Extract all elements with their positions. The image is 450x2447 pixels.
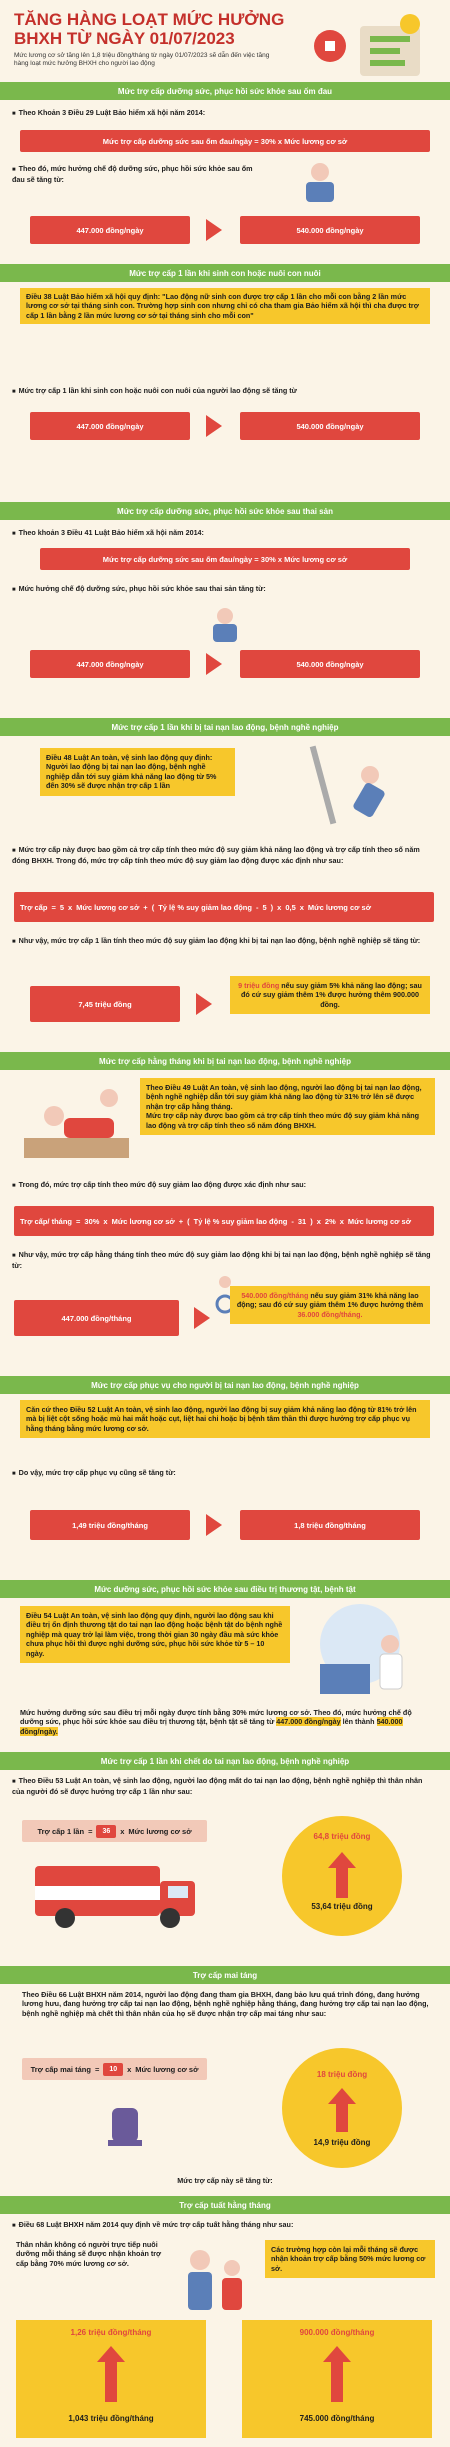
formula-thai-san: Mức trợ cấp dưỡng sức sau ốm đau/ngày = 30% x Mức lương cơ sở (40, 548, 410, 570)
new-value-phuc-vu: 1,8 triệu đồng/tháng (240, 1510, 420, 1540)
old-value-om-dau: 447.000 đồng/ngày (30, 216, 190, 244)
formula-tnld-thang: Trợ cấp/ tháng = 30% x Mức lương cơ sở + ( Tỷ lệ % suy giảm lao động - 31 ) x 2% x Mức lương cơ sở (14, 1206, 434, 1236)
new-value-sinh-con: 540.000 đồng/ngày (240, 412, 420, 440)
law-dieu-tri: Điều 54 Luật An toàn, vệ sinh lao động quy định, người lao động sau khi điều trị ổn định thương tật do tai nạn lao động hoặc bệnh tật do bệnh nghề nghiệp mà quay trở lại làm việc, trong thời gian 30 ngày đầu mà sức khỏe chưa phục hồi thì được nghỉ dưỡng sức, phục hồi sức khỏe từ 5 – 10 ngày. (20, 1606, 290, 1663)
law-sinh-con: Điều 38 Luật Bảo hiểm xã hội quy định: "Lao động nữ sinh con được trợ cấp 1 lần cho mỗi con bằng 2 lần mức lương cơ sở tại tháng sinh con. Trường hợp sinh con nhưng chỉ có cha tham gia Bảo hiểm xã hội thì cha được trợ cấp 1 lần bằng 2 lần mức lương cơ sở tại tháng sinh cho mỗi con" (20, 288, 430, 324)
up-arrow-stem (105, 2362, 117, 2402)
section-band-tuat: Trợ cấp tuất hằng tháng (0, 2196, 450, 2214)
ambulance-icon (30, 1856, 200, 1931)
new-value-tnld-1-lan: 9 triệu đồng nếu suy giảm 5% khả năng lao động; sau đó cứ suy giảm thêm 1% được hưởng thêm 900.000 đồng. (230, 976, 430, 1014)
new-value-tnld-thang: 540.000 đồng/tháng nếu suy giảm 31% khả năng lao động; sau đó cứ suy giảm thêm 1% được hưởng thêm 36.000 đồng/tháng. (230, 1286, 430, 1324)
section-band-phuc-vu: Mức trợ cấp phục vụ cho người bị tai nạn lao động, bệnh nghề nghiệp (0, 1376, 450, 1394)
note2-tnld-1-lan: ■ Như vậy, mức trợ cấp 1 lần tính theo mức độ suy giảm lao động khi bị tai nạn lao động, bệnh nghề nghiệp sẽ tăng từ: (12, 936, 432, 947)
new-value-chet: 64,8 triệu đồng (313, 1832, 371, 1841)
up-arrow-stem (336, 1868, 348, 1898)
fall-accident-icon (300, 735, 410, 830)
section-band-dieu-tri: Mức dưỡng sức, phục hồi sức khỏe sau điều trị thương tật, bệnh tật (0, 1580, 450, 1598)
note-dieu-tri: Mức hưởng dưỡng sức sau điều trị mỗi ngày được tính bằng 30% mức lương cơ sở. Theo đó, mức hưởng chế độ dưỡng sức, phục hồi sức khỏe sau điều trị thương tật, bệnh tật sẽ tăng từ 447.000 đồng/ngày lên thành 540.000 đồng/ngày. (20, 1708, 412, 1736)
up-arrow-icon (328, 1852, 356, 1868)
law-tnld-1-lan: Điều 48 Luật An toàn, vệ sinh lao động quy định: Người lao động bị tai nạn lao động, bệnh nghề nghiệp dẫn tới suy giảm khả năng lao động từ 5% đến 30% sẽ được nhận trợ cấp 1 lần (40, 748, 235, 796)
up-arrow-stem (331, 2362, 343, 2402)
up-arrow-icon (328, 2088, 356, 2104)
sick-person-icon (290, 158, 350, 203)
old-value-tnld-1-lan: 7,45 triệu đồng (30, 986, 180, 1022)
section-band-mai-tang: Trợ cấp mai táng (0, 1966, 450, 1984)
new-value-om-dau: 540.000 đồng/ngày (240, 216, 420, 244)
up-arrow-stem (336, 2104, 348, 2132)
section-band-chet: Mức trợ cấp 1 lần khi chết do tai nạn lao động, bệnh nghề nghiệp (0, 1752, 450, 1770)
law-mai-tang: Theo Điều 66 Luật BHXH năm 2014, người lao động đang tham gia BHXH, đang bảo lưu quá trình đóng, đang hưởng lương hưu, đang hưởng trợ cấp tai nạn lao động, bệnh nghề nghiệp hằng tháng, đang hưởng trợ cấp tai nạn lao động, bệnh nghề nghiệp mà chết thì thân nhân của họ sẽ được nhận trợ cấp mai táng như sau: (22, 1990, 429, 2018)
tuat-right-new: 900.000 đồng/tháng (299, 2328, 375, 2337)
old-value-thai-san: 447.000 đồng/ngày (30, 650, 190, 678)
note-thai-san: ■ Mức hưởng chế độ dưỡng sức, phục hồi sức khỏe sau thai sản tăng từ: (12, 584, 432, 595)
formula-chet: Trợ cấp 1 lần = 36 x Mức lương cơ sở (22, 1820, 207, 1842)
up-arrow-icon (323, 2346, 351, 2362)
note-sinh-con: ■ Mức trợ cấp 1 lần khi sinh con hoặc nuôi con nuôi của người lao động sẽ tăng từ (12, 386, 432, 397)
section-band-sinh-con: Mức trợ cấp 1 lần khi sinh con hoặc nuôi con nuôi (0, 264, 450, 282)
note-tnld-1-lan: ■ Mức trợ cấp này được bao gồm cả trợ cấp tính theo mức độ suy giảm khả năng lao động và trợ cấp tính theo số năm đóng BHXH. Trong đó, mức trợ cấp tính theo mức độ suy giảm lao động được xác định như sau: (12, 845, 432, 866)
intro-text: Mức lương cơ sở tăng lên 1,8 triệu đồng/tháng từ ngày 01/07/2023 sẽ dẫn đến việc tăng hàng loạt mức hưởng BHXH cho người lao động (14, 52, 270, 67)
law-chet: ■ Theo Điều 53 Luật An toàn, vệ sinh lao động, người lao động mất do tai nạn lao động, bệnh nghề nghiệp thì thân nhân của người đó sẽ được hưởng trợ cấp 1 lần như sau: (12, 1776, 432, 1797)
note2-tnld-thang: ■ Như vậy, mức trợ cấp hằng tháng tính theo mức độ suy giảm lao động khi bị tai nạn lao động, bệnh nghề nghiệp sẽ tăng từ: (12, 1250, 432, 1271)
arrow-right-icon (194, 1307, 210, 1329)
formula-mai-tang: Trợ cấp mai táng = 10 x Mức lương cơ sở (22, 2058, 207, 2080)
formula-tnld-1-lan: Trợ cấp = 5 x Mức lương cơ sở + ( Tỷ lệ % suy giảm lao động - 5 ) x 0,5 x Mức lương cơ sở (14, 892, 434, 922)
law-thai-san: ■ Theo khoản 3 Điều 41 Luật Bảo hiểm xã hội năm 2014: (12, 528, 432, 539)
old-value-tnld-thang: 447.000 đồng/tháng (14, 1300, 179, 1336)
old-value-phuc-vu: 1,49 triệu đồng/tháng (30, 1510, 190, 1540)
tuat-right-old: 745.000 đồng/tháng (299, 2414, 375, 2423)
arrow-right-icon (206, 653, 222, 675)
law-phuc-vu: Căn cứ theo Điều 52 Luật An toàn, vệ sinh lao động, người lao động bị suy giảm khả năng lao động từ 81% trở lên mà bị liệt cột sống hoặc mù hai mắt hoặc cụt, liệt hai chi hoặc bị bệnh tâm thần thì được hưởng trợ cấp phục vụ hằng tháng bằng mức lương cơ sở. (20, 1400, 430, 1438)
new-value-mai-tang: 18 triệu đồng (316, 2070, 368, 2079)
law-tnld-thang: Theo Điều 49 Luật An toàn, vệ sinh lao động, người lao động bị tai nạn lao động, bệnh nghề nghiệp dẫn tới suy giảm khả năng lao động từ 31% trở lên sẽ được nhận trợ cấp hằng tháng. Mức trợ cấp này được bao gồm cả trợ cấp tính theo mức độ suy giảm khả năng lao động và trợ cấp tính theo số năm đóng BHXH. (140, 1078, 435, 1135)
ambulance-label: AMBULANCE (76, 1878, 134, 1888)
injured-worker-icon (14, 1078, 139, 1173)
mother-baby-icon (205, 604, 245, 644)
family-icon (170, 2240, 260, 2315)
section-band-tnld-thang: Mức trợ cấp hằng tháng khi bị tai nạn lao động, bệnh nghề nghiệp (0, 1052, 450, 1070)
doctor-patient-icon (300, 1604, 430, 1704)
law-tuat: ■ Điều 68 Luật BHXH năm 2014 quy định về mức trợ cấp tuất hằng tháng như sau: (12, 2220, 432, 2231)
tuat-left-text: Thân nhân không có người trực tiếp nuôi dưỡng mỗi tháng sẽ được nhận khoản trợ cấp bằng 70% mức lương cơ sở. (16, 2240, 162, 2268)
note-tnld-thang: ■ Trong đó, mức trợ cấp tính theo mức độ suy giảm lao động được xác định như sau: (12, 1180, 432, 1191)
old-value-mai-tang: 14,9 triệu đồng (313, 2138, 371, 2147)
arrow-right-icon (206, 415, 222, 437)
section-band-thai-san: Mức trợ cấp dưỡng sức, phục hồi sức khỏe sau thai sản (0, 502, 450, 520)
new-value-thai-san: 540.000 đồng/ngày (240, 650, 420, 678)
note-phuc-vu: ■ Do vậy, mức trợ cấp phục vụ cũng sẽ tăng từ: (12, 1468, 432, 1479)
tuat-left-old: 1,043 triệu đồng/tháng (68, 2414, 154, 2423)
old-value-sinh-con: 447.000 đồng/ngày (30, 412, 190, 440)
section-band-tnld-1-lan: Mức trợ cấp 1 lần khi bị tai nạn lao động, bệnh nghề nghiệp (0, 718, 450, 736)
formula-om-dau: Mức trợ cấp dưỡng sức sau ốm đau/ngày = 30% x Mức lương cơ sở (20, 130, 430, 152)
note-om-dau: ■ Theo đó, mức hưởng chế độ dưỡng sức, phục hồi sức khỏe sau ốm đau sẽ tăng từ: (12, 164, 262, 185)
note-mai-tang: Mức trợ cấp này sẽ tăng từ: (177, 2176, 273, 2185)
tuat-left-new: 1,26 triệu đồng/tháng (70, 2328, 152, 2337)
page-title: TĂNG HÀNG LOẠT MỨC HƯỞNG BHXH TỪ NGÀY 01/07/2023 (14, 10, 285, 48)
old-value-chet: 53,64 triệu đồng (311, 1902, 373, 1911)
law-om-dau: ■ Theo Khoản 3 Điều 29 Luật Bảo hiểm xã hội năm 2014: (12, 108, 432, 119)
urn-icon (100, 2100, 150, 2150)
up-arrow-icon (97, 2346, 125, 2362)
arrow-right-icon (206, 1514, 222, 1536)
arrow-right-icon (196, 993, 212, 1015)
section-band-om-dau: Mức trợ cấp dưỡng sức, phục hồi sức khỏe sau ốm đau (0, 82, 450, 100)
tuat-right-text: Các trường hợp còn lại mỗi tháng sẽ được nhận khoản trợ cấp bằng 50% mức lương cơ sở. (265, 2240, 435, 2278)
arrow-right-icon (206, 219, 222, 241)
